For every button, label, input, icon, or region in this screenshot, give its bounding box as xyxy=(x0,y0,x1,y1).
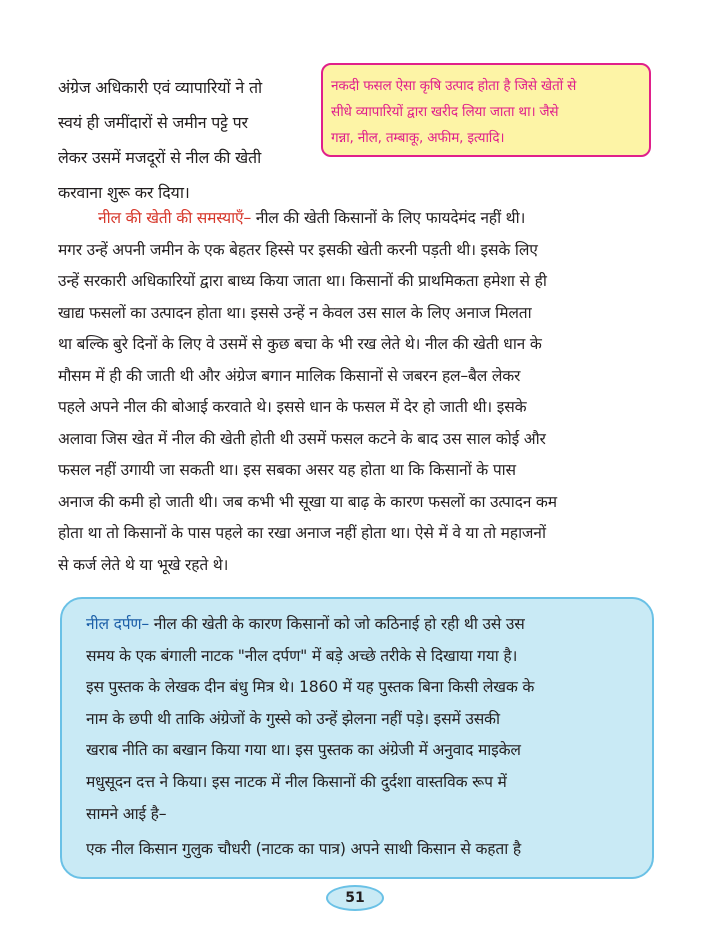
intro-line: लेकर उसमें मजदूरों से नील की खेती xyxy=(58,148,262,167)
callout-line: नकदी फसल ऐसा कृषि उत्पाद होता है जिसे खेतों से xyxy=(331,78,577,94)
neel-line: सामने आई है– xyxy=(86,804,167,823)
neel-line: समय के एक बंगाली नाटक "नील दर्पण" में बड़े अच्छे तरीके से दिखाया गया है। xyxy=(86,646,518,665)
intro-line: स्वयं ही जमींदारों से जमीन पट्टे पर xyxy=(58,113,248,132)
problems-line: उन्हें सरकारी अधिकारियों द्वारा बाध्य किया जाता था। किसानों की प्राथमिकता हमेशा से ही xyxy=(58,272,547,290)
problems-line: होता था तो किसानों के पास पहले का रखा अनाज नहीं होता था। ऐसे में वे या तो महाजनों xyxy=(58,524,546,542)
intro-line: करवाना शुरू कर दिया। xyxy=(58,183,190,202)
problems-line: फसल नहीं उगायी जा सकती था। इस सबका असर यह होता था कि किसानों के पास xyxy=(58,461,516,479)
neel-line: इस पुस्तक के लेखक दीन बंधु मित्र थे। 1860 में यह पुस्तक बिना किसी लेखक के xyxy=(86,678,535,697)
neel-first-line xyxy=(86,609,642,641)
problems-line: से कर्ज लेते थे या भूखे रहते थे। xyxy=(58,555,229,574)
neel-line: नाम के छपी थी ताकि अंग्रेजों के गुस्से को उन्हें झेलना नहीं पड़े। इसमें उसकी xyxy=(86,709,500,728)
callout-line: गन्ना, नील, तम्बाकू, अफीम, इत्यादि। xyxy=(331,130,505,146)
neel-line: मधुसूदन दत्त ने किया। इस नाटक में नील किसानों की दुर्दशा वास्तविक रूप में xyxy=(86,772,507,791)
neel-heading: नील दर्पण– xyxy=(86,615,150,633)
problems-line: मौसम में ही की जाती थी और अंग्रेज बगान मालिक किसानों से जबरन हल–बैल लेकर xyxy=(58,366,521,385)
problems-heading: नील की खेती की समस्याएँ– xyxy=(98,209,252,227)
cash-crop-callout xyxy=(321,63,651,157)
problems-first-line-text: नील की खेती किसानों के लिए फायदेमंद नहीं थी। xyxy=(251,209,526,227)
problems-line: अनाज की कमी हो जाती थी। जब कभी भी सूखा या बाढ़ के कारण फसलों का उत्पादन कम xyxy=(58,492,557,511)
problems-paragraph xyxy=(58,203,658,581)
problems-line: अलावा जिस खेत में नील की खेती होती थी उसमें फसल कटने के बाद उस साल कोई और xyxy=(58,429,546,448)
neel-line: खराब नीति का बखान किया गया था। इस पुस्तक का अंग्रेजी में अनुवाद माइकेल xyxy=(86,741,521,760)
problems-first-line xyxy=(58,203,658,235)
callout-line: सीधे व्यापारियों द्वारा खरीद लिया जाता था। जैसे xyxy=(331,104,559,120)
intro-paragraph xyxy=(58,70,323,210)
problems-line: था बल्कि बुरे दिनों के लिए वे उसमें से कुछ बचा के भी रख लेते थे। नील की खेती धान के xyxy=(58,335,542,353)
page-number: 51 xyxy=(326,885,384,911)
problems-line: खाद्य फसलों का उत्पादन होता था। इससे उन्हें न केवल उस साल के लिए अनाज मिलता xyxy=(58,303,532,322)
problems-line: पहले अपने नील की बोआई करवाते थे। इससे धान के फसल में देर हो जाती थी। इसके xyxy=(58,398,527,416)
problems-line: मगर उन्हें अपनी जमीन के एक बेहतर हिस्से पर इसकी खेती करनी पड़ती थी। इसके लिए xyxy=(58,240,538,259)
neel-closing-line: एक नील किसान गुलुक चौधरी (नाटक का पात्र) अपने साथी किसान से कहता है xyxy=(86,840,521,859)
neel-first-line-text: नील की खेती के कारण किसानों को जो कठिनाई हो रही थी उसे उस xyxy=(149,615,525,633)
neel-darpan-box xyxy=(60,597,654,879)
intro-line: अंग्रेज अधिकारी एवं व्यापारियों ने तो xyxy=(58,78,263,97)
